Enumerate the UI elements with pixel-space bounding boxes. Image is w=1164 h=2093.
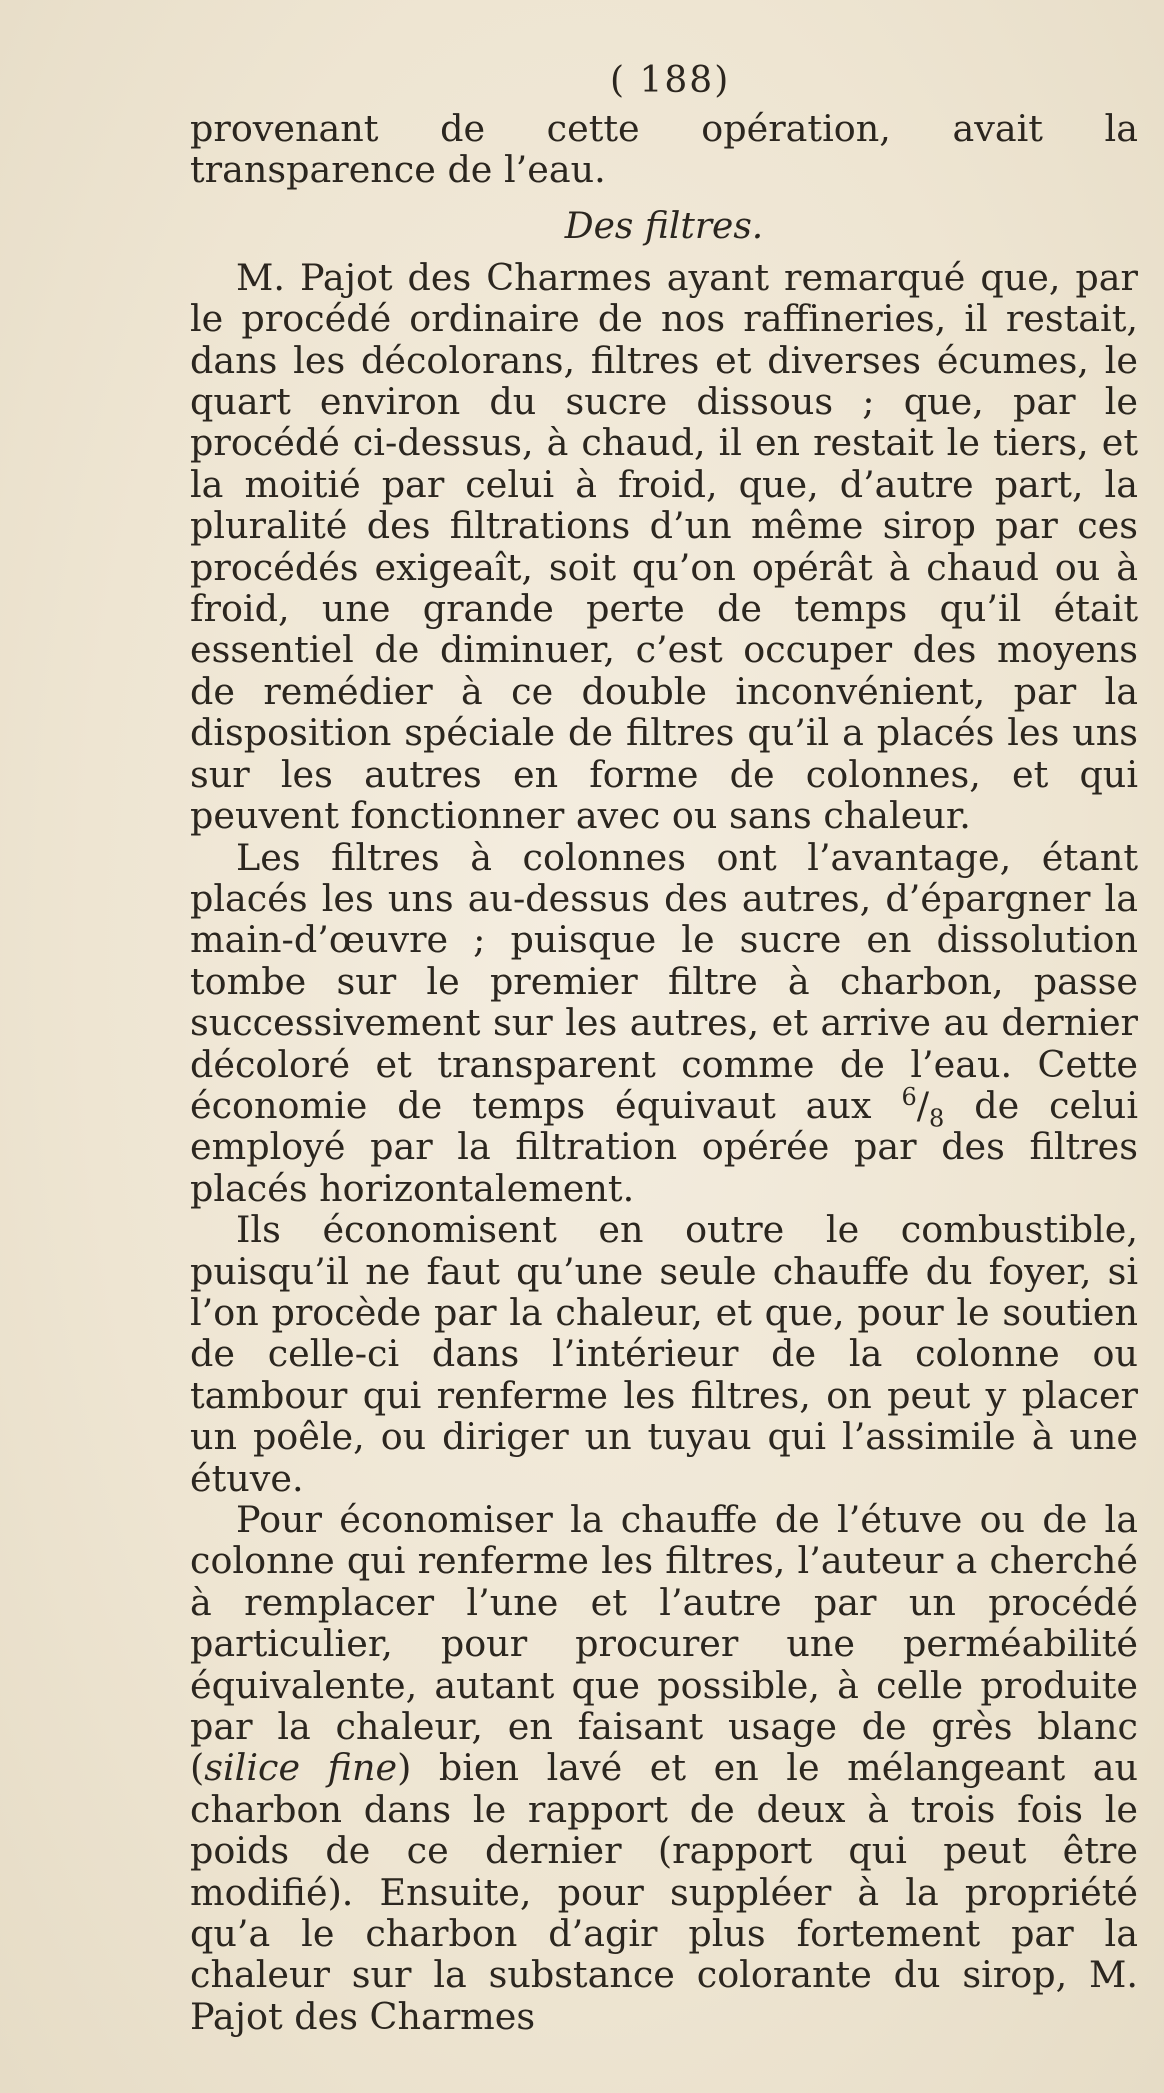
fraction-six-eighths: $^6/_8$ [901,1082,945,1133]
page-number: ( 188) [610,60,731,101]
fraction-denominator: 8 [929,1104,945,1133]
paragraph-2 [190,837,1138,1210]
fraction-numerator: 6 [901,1082,917,1111]
paragraph-2-part-b: de celui employé par la filtration opérée par des filtres placés horizontalement. [190,1083,1138,1210]
paragraph-continuation: provenant de cette opération, avait la transparence de l’eau. [190,107,1138,192]
paragraph-4 [190,1499,1138,2037]
section-heading: Des filtres. [564,205,764,247]
paragraph-1: M. Pajot des Charmes ayant remarqué que, par le procédé ordinaire de nos raffineries, il restait, dans les décolorans, filtres et diverses écumes, le quart environ du sucre dissous ; que, par le procédé ci-dessus, à chaud, il en restait le tiers, et la moitié par celui à froid, que, d’autre part, la pluralité des filtrations d’un même sirop par ces procédés exigeaît, soit qu’on opérât à chaud ou à froid, une grande perte de temps qu’il était essentiel de diminuer, c’est occuper des moyens de remédier à ce double inconvénient, par la disposition spéciale de filtres qu’il a placés les uns sur les autres en forme de colonnes, et qui peuvent fonctionner avec ou sans chaleur. [190,255,1138,838]
page-body-text [190,108,1138,2037]
paragraph-2-part-a: Les filtres à colonnes ont l’avantage, étant placés les uns au-dessus des autres, d’épargner la main-d’œuvre ; puisque le sucre en dissolution tombe sur le premier filtre à charbon, passe successivement sur les autres, et arrive au dernier décoloré et transparent comme de l’eau. Cette économie de temps équivaut aux [190,835,1138,1127]
paragraph-4-part-b: ) bien lavé et en le mélangeant au charbon dans le rapport de deux à trois fois le poids de ce dernier (rapport qui peut être modifié). Ensuite, pour suppléer à la propriété qu’a le charbon d’agir plus fortement par la chaleur sur la substance colorante du sirop, M. Pajot des Charmes [190,1746,1138,2038]
paragraph-4-part-a: Pour économiser la chauffe de l’étuve ou de la colonne qui renferme les filtres, l’auteur a cherché à remplacer l’une et l’autre par un procédé particulier, pour procurer une perméabilité équivalente, autant que possible, à celle produite par la chaleur, en faisant usage de grès blanc ( [190,1498,1138,1790]
paragraph-3: Ils économisent en outre le combustible, puisqu’il ne faut qu’une seule chauffe du foyer, si l’on procède par la chaleur, et que, pour le soutien de celle-ci dans l’intérieur de la colonne ou tambour qui renferme les filtres, on peut y placer un poêle, ou diriger un tuyau qui l’assimile à une étuve. [190,1208,1138,1500]
paragraph-4-italic: silice fine [204,1746,398,1790]
